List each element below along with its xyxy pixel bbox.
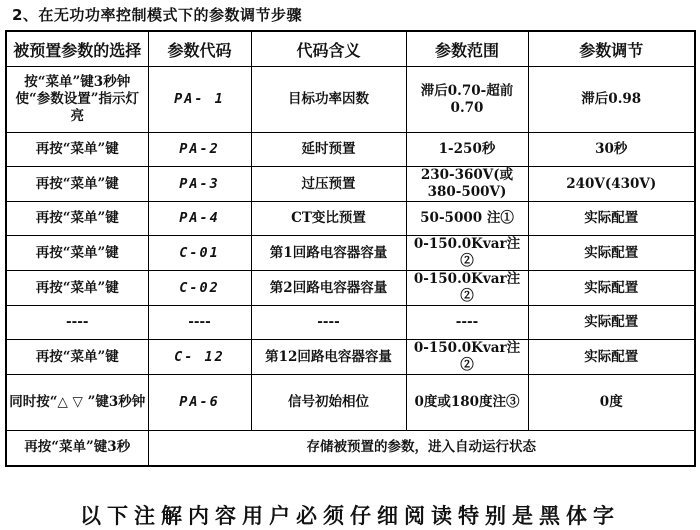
cell-adjust: 30秒: [528, 133, 695, 167]
header-selection: 被预置参数的选择: [6, 31, 148, 67]
header-adjust: 参数调节: [528, 31, 695, 67]
header-range: 参数范围: [406, 31, 528, 67]
cell-code: C-01: [148, 236, 251, 271]
table-row: [6, 236, 695, 271]
cell-select: 按“菜单”键3秒钟使“参数设置”指示灯亮: [6, 67, 148, 133]
cell-range: 0-150.0Kvar注②: [406, 236, 528, 271]
cell-range: 0度或180度注③: [406, 375, 528, 431]
cell-adjust: 实际配置: [528, 340, 695, 375]
cell-meaning: 延时预置: [251, 133, 406, 167]
cell-code: PA-4: [148, 202, 251, 236]
cell-adjust: 实际配置: [528, 306, 695, 340]
cell-range: 0-150.0Kvar注②: [406, 340, 528, 375]
cell-select: 再按“菜单”键: [6, 133, 148, 167]
cell-adjust: 0度: [528, 375, 695, 431]
cell-code: C-02: [148, 271, 251, 306]
final-row-text: 存储被预置的参数，进入自动运行状态: [148, 431, 695, 466]
cell-meaning: 第2回路电容器容量: [251, 271, 406, 306]
final-row: [6, 431, 695, 466]
cell-code: C- 12: [148, 340, 251, 375]
parameter-table: [5, 30, 696, 467]
table-row: [6, 306, 695, 340]
cell-select: 再按“菜单”键: [6, 167, 148, 202]
cell-select: 同时按“△ ▽ ”键3秒钟: [6, 375, 148, 431]
table-row: [6, 67, 695, 133]
cell-range: ----: [406, 306, 528, 340]
cell-code: PA-3: [148, 167, 251, 202]
section-heading: 2、在无功功率控制模式下的参数调节步骤: [12, 6, 302, 24]
table-row: [6, 167, 695, 202]
cell-select: 再按“菜单”键3秒: [6, 431, 148, 466]
cell-code: PA- 1: [148, 67, 251, 133]
cell-adjust: 实际配置: [528, 271, 695, 306]
cell-range: 230-360V(或380-500V): [406, 167, 528, 202]
cell-select: ----: [6, 306, 148, 340]
cell-select: 再按“菜单”键: [6, 340, 148, 375]
table-header-row: [6, 31, 695, 67]
cell-meaning: 信号初始相位: [251, 375, 406, 431]
cell-range: 1-250秒: [406, 133, 528, 167]
table-row: [6, 375, 695, 431]
cell-adjust: 实际配置: [528, 202, 695, 236]
cell-range: 滞后0.70-超前0.70: [406, 67, 528, 133]
table-row: [6, 271, 695, 306]
cell-meaning: 过压预置: [251, 167, 406, 202]
cell-meaning: ----: [251, 306, 406, 340]
cell-meaning: CT变比预置: [251, 202, 406, 236]
footer-note: 以下注解内容用户必须仔细阅读特别是黑体字: [80, 504, 620, 528]
table-row: [6, 340, 695, 375]
cell-range: 50-5000 注①: [406, 202, 528, 236]
table-row: [6, 133, 695, 167]
cell-code: PA-6: [148, 375, 251, 431]
cell-adjust: 实际配置: [528, 236, 695, 271]
cell-meaning: 第1回路电容器容量: [251, 236, 406, 271]
header-meaning: 代码含义: [251, 31, 406, 67]
cell-select: 再按“菜单”键: [6, 236, 148, 271]
cell-code: PA-2: [148, 133, 251, 167]
cell-meaning: 目标功率因数: [251, 67, 406, 133]
cell-adjust: 240V(430V): [528, 167, 695, 202]
cell-range: 0-150.0Kvar注②: [406, 271, 528, 306]
header-code: 参数代码: [148, 31, 251, 67]
cell-code: ----: [148, 306, 251, 340]
cell-select: 再按“菜单”键: [6, 271, 148, 306]
table-row: [6, 202, 695, 236]
cell-select: 再按“菜单”键: [6, 202, 148, 236]
cell-meaning: 第12回路电容器容量: [251, 340, 406, 375]
cell-adjust: 滞后0.98: [528, 67, 695, 133]
